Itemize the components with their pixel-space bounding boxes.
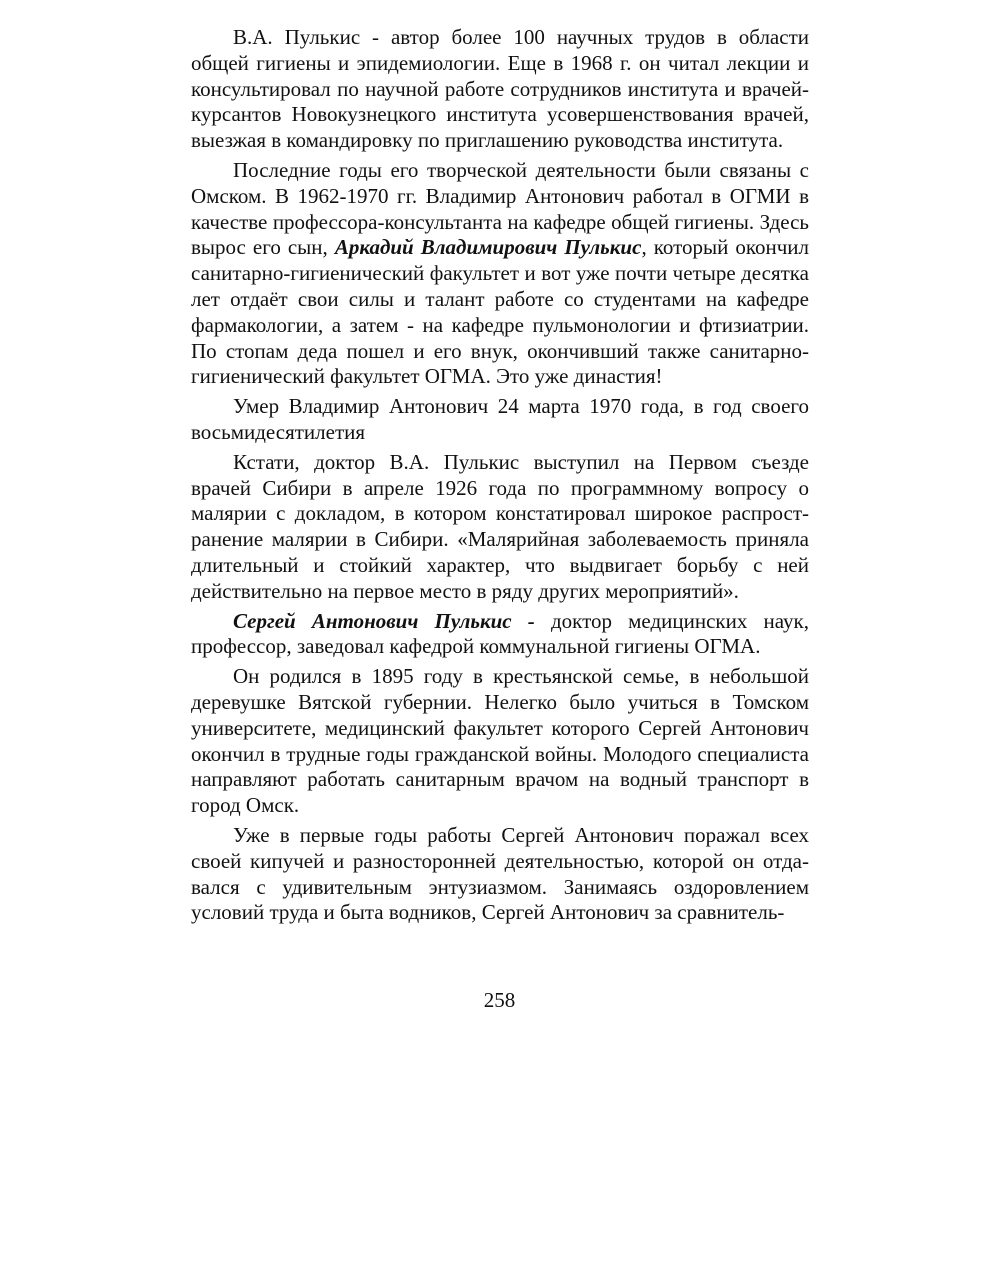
paragraph-congress: Кстати, доктор В.А. Пулькис выступил на Первом съезде врачей Сибири в апреле 1926 года по программному вопросу о малярии с докладом, в котором констатировал широкое распространение малярии в Сибири. «Малярийная заболеваемость приняла длительный и стойкий характер, что выдвигает борьбу с ней действительно на первое место в ряду других мероприятий».: [191, 449, 809, 603]
page-number: 258: [483, 988, 516, 1012]
paragraph-sergey-intro: [191, 609, 809, 661]
sergey-name: Сергей Антонович Пулькис -: [233, 608, 535, 633]
son-name: Аркадий Владимирович Пулькис: [334, 235, 642, 260]
paragraph-omsk-years: [191, 158, 809, 390]
sergey-intro-text: доктор медицинских наук, профессор, заведовал кафедрой коммунальной гигиены ОГМА.: [191, 608, 809, 659]
paragraph-death: Умер Владимир Антонович 24 марта 1970 года, в год своего восьмидесятилетия: [191, 394, 809, 444]
paragraph-omsk-text-after: , который окончил санитарно-гигиенический факультет и вот уже почти четыре десятка лет отдаёт свои силы и талант работе со студентами на кафедре фармакологии, а затем - на кафедре пульмонологии и фтизиатрии. По стопам деда пошел и его внук, окончивший также санитарно-гигиенический факультет ОГМА. Это уже династия!: [191, 235, 810, 389]
page-body: [191, 25, 809, 926]
paragraph-pulkis-works: В.А. Пулькис - автор более 100 научных трудов в области общей гигиены и эпидемиологии. Еще в 1968 г. он читал лекции и консультировал по научной работе сотрудников института и врачей-курсантов Новокузнецкого института усовершенствования врачей, выезжая в командировку по приглашению руководства института.: [191, 25, 809, 153]
paragraph-omsk-text-before: Последние годы его творческой деятельности были связаны с Омском. В 1962-1970 гг. Владимир Антонович работал в ОГМИ в качестве профессора-консультанта на кафедре общей гигиены. Здесь вырос его сын,: [191, 157, 809, 260]
paragraph-sergey-biography: Он родился в 1895 году в крестьянской семье, в небольшой деревушке Вятской губернии. Нелегко было учиться в Томском университете, медицинский факультет которого Сергей Антонович окончил в трудные годы гражданской войны. Молодого специалиста направляют работать санитарным врачом на водный транспорт в город Омск.: [191, 664, 809, 818]
paragraph-sergey-work: Уже в первые годы работы Сергей Антонович поражал всех своей кипучей и разносторонней деятельностью, которой он отдавался с удивительным энтузиазмом. Занимаясь оздоровлением условий труда и быта водников, Сергей Антонович за сравнитель-: [191, 822, 809, 925]
